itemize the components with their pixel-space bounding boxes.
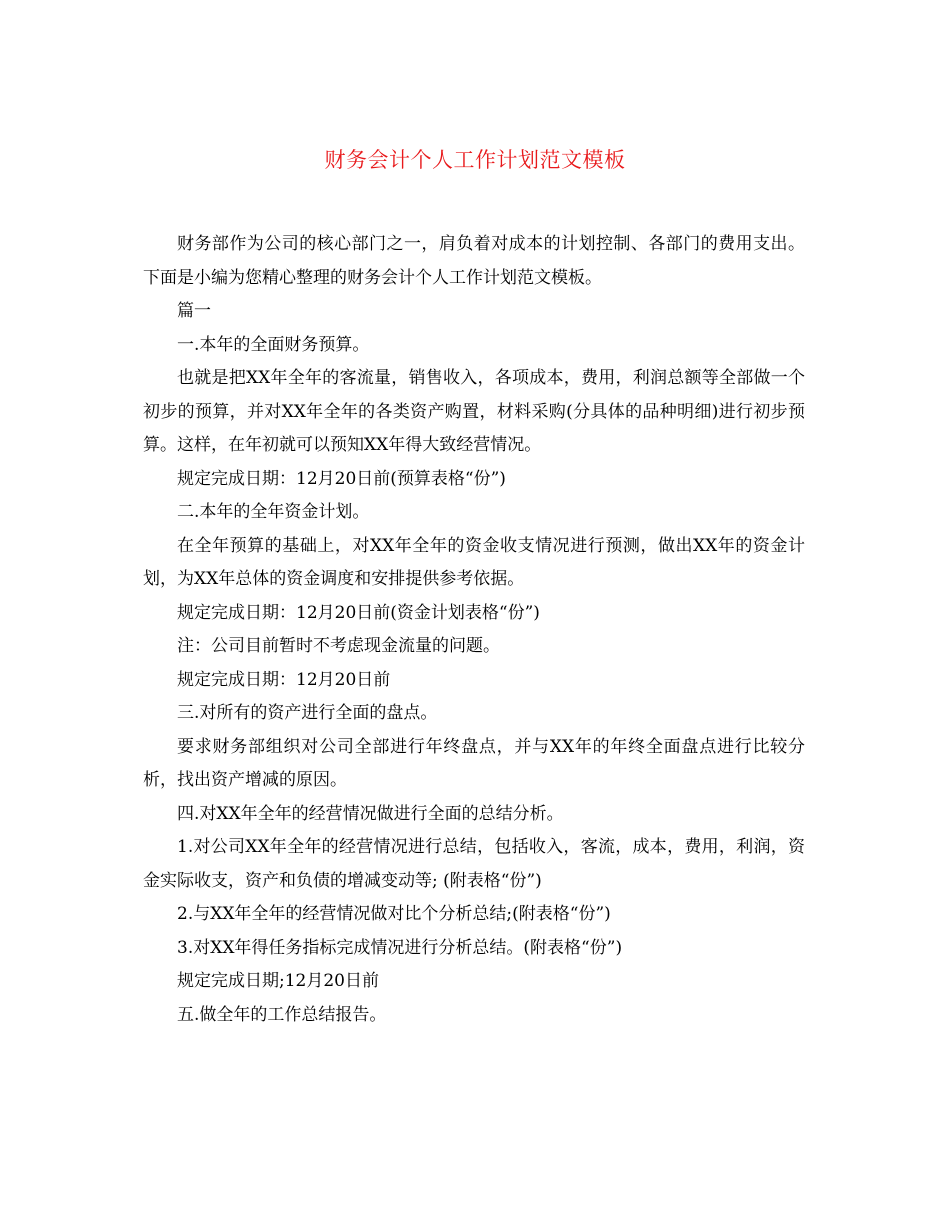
paragraph-intro: 财务部作为公司的核心部门之一，肩负着对成本的计划控制、各部门的费用支出。下面是小编为您精心整理的财务会计个人工作计划范文模板。 xyxy=(143,234,805,288)
paragraph-item-1-deadline: 规定完成日期：12月20日前(预算表格“份”) xyxy=(177,468,506,489)
paragraph-item-4-sub-3: 3.对XX年得任务指标完成情况进行分析总结。(附表格“份”) xyxy=(177,937,623,958)
paragraph-item-3-body: 要求财务部组织对公司全部进行年终盘点，并与XX年的年终全面盘点进行比较分析，找出资产增减的原因。 xyxy=(143,736,805,790)
document-title: 财务会计个人工作计划范文模板 xyxy=(324,148,626,172)
heading-item-3: 三.对所有的资产进行全面的盘点。 xyxy=(177,703,438,723)
heading-item-1: 一.本年的全面财务预算。 xyxy=(177,334,370,355)
paragraph-item-4-sub-1: 1.对公司XX年全年的经营情况进行总结，包括收入，客流，成本，费用，利润，资金实际收支，资产和负债的增减变动等; (附表格“份”) xyxy=(143,837,805,891)
heading-item-5: 五.做全年的工作总结报告。 xyxy=(177,1004,387,1025)
document-body xyxy=(143,228,805,1032)
paragraph-item-4-sub-2: 2.与XX年全年的经营情况做对比个分析总结;(附表格“份”) xyxy=(177,904,611,924)
paragraph-item-2-body: 在全年预算的基础上，对XX年全年的资金收支情况进行预测，做出XX年的资金计划，为XX年总体的资金调度和安排提供参考依据。 xyxy=(143,535,805,589)
paragraph-item-2-deadline: 规定完成日期：12月20日前(资金计划表格“份”) xyxy=(177,602,540,623)
heading-item-2: 二.本年的全年资金计划。 xyxy=(177,502,370,522)
paragraph-item-1-body: 也就是把XX年全年的客流量，销售收入，各项成本，费用，利润总额等全部做一个初步的预算，并对XX年全年的各类资产购置，材料采购(分具体的品种明细)进行初步预算。这样，在年初就可以预知XX年得大致经营情况。 xyxy=(143,368,805,455)
paragraph-section-label: 篇一 xyxy=(177,301,211,321)
paragraph-note: 注：公司目前暂时不考虑现金流量的问题。 xyxy=(177,636,500,656)
heading-item-4: 四.对XX年全年的经营情况做进行全面的总结分析。 xyxy=(177,803,564,824)
paragraph-note-deadline: 规定完成日期：12月20日前 xyxy=(177,669,391,690)
paragraph-item-4-deadline: 规定完成日期;12月20日前 xyxy=(177,971,379,991)
